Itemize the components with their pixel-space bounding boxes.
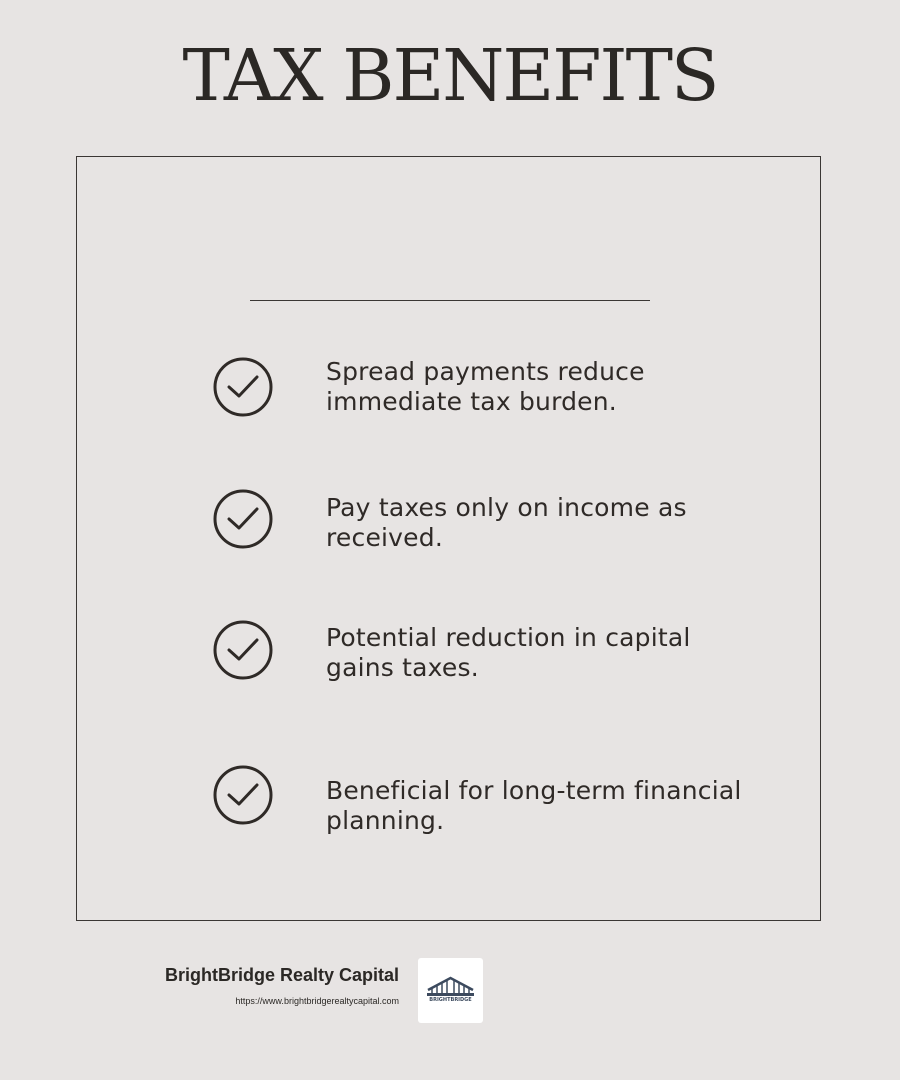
benefit-text: Pay taxes only on income as received. xyxy=(326,493,687,552)
benefit-text: Spread payments reduce immediate tax burden. xyxy=(326,357,645,416)
company-name: BrightBridge Realty Capital xyxy=(164,965,399,985)
check-circle-icon xyxy=(213,489,273,549)
check-circle-icon xyxy=(213,357,273,417)
benefit-text: Potential reduction in capital gains taxes. xyxy=(326,623,691,682)
page-title: TAX BENEFITS xyxy=(182,34,718,117)
check-circle-icon xyxy=(213,765,273,825)
logo-wordmark: BRIGHTBRIDGE xyxy=(429,997,472,1003)
benefit-text: Beneficial for long-term financial planning. xyxy=(326,776,742,835)
website-link[interactable]: https://www.brightbridgerealtycapital.com xyxy=(235,996,399,1006)
company-logo xyxy=(418,958,483,1023)
divider-line xyxy=(250,300,650,301)
check-circle-icon xyxy=(213,620,273,680)
